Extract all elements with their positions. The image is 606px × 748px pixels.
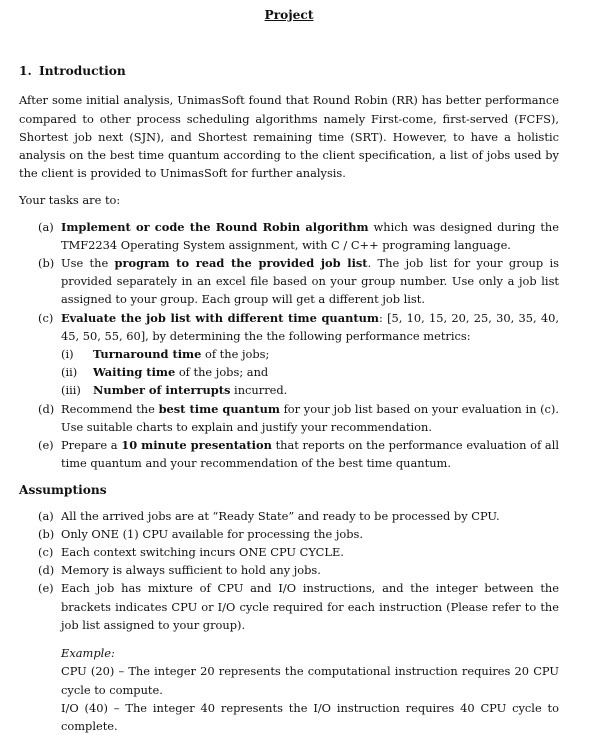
task-list [19, 218, 559, 473]
assumption-item-e [19, 579, 559, 634]
metric-emphasis: Waiting time [93, 365, 176, 380]
task-item-d [19, 400, 559, 436]
assumption-text: Memory is always sufficient to hold any jobs. [61, 563, 321, 578]
example-block [19, 644, 559, 735]
metric-emphasis: Turnaround time [93, 347, 202, 362]
metric-text: of the jobs; and [175, 365, 269, 380]
task-marker: (e) [38, 438, 54, 453]
assumption-marker: (e) [38, 581, 54, 596]
assumption-text: All the arrived jobs are at “Ready State” and ready to be processed by CPU. [61, 508, 500, 523]
metric-text: incurred. [230, 383, 288, 398]
assumption-item-c [19, 543, 559, 561]
task-text: that reports on the performance evaluation of all time quantum and your recommendation of the best time quantum. [61, 438, 560, 471]
task-text-pre: Prepare a [61, 438, 122, 453]
assumption-text: Each job has mixture of CPU and I/O instructions, and the integer between the brackets indicates CPU or I/O cycle required for each instruction (Please refer to the job list assigned to your group). [61, 581, 559, 632]
task-item-c [19, 309, 559, 400]
metric-emphasis: Number of interrupts [93, 383, 231, 398]
section-heading-introduction [19, 62, 559, 80]
task-emphasis: Evaluate the job list with different time quantum [61, 310, 379, 325]
section-number: 1. [19, 64, 32, 79]
metric-marker: (iii) [61, 383, 81, 398]
task-text: which was designed during the TMF2234 Operating System assignment, with C / C++ programing language. [61, 219, 559, 252]
metric-list [61, 345, 559, 400]
assumptions-heading: Assumptions [19, 483, 107, 498]
task-text-pre: Use the [61, 256, 115, 271]
example-heading: Example: [61, 646, 115, 661]
metric-marker: (ii) [61, 365, 78, 380]
task-text: for your job list based on your evaluation in (c). Use suitable charts to explain and justify your recommendation. [61, 401, 560, 434]
assumption-marker: (a) [38, 508, 54, 523]
task-marker: (c) [38, 310, 54, 325]
task-emphasis: Implement or code the Round Robin algorithm [61, 219, 369, 234]
metric-item-turnaround [61, 345, 559, 363]
task-text: . The job list for your group is provided separately in an excel file based on your group number. Use only a job list assigned to your group. Each group will get a different job list. [61, 256, 559, 307]
task-emphasis: 10 minute presentation [121, 438, 272, 453]
assumption-marker: (b) [38, 526, 55, 541]
assumption-item-d [19, 561, 559, 579]
tasks-intro: Your tasks are to: [19, 193, 121, 208]
assumption-marker: (c) [38, 545, 54, 560]
assumption-item-a [19, 507, 559, 525]
task-item-a [19, 218, 559, 254]
task-emphasis: program to read the provided job list [114, 256, 368, 271]
example-line-io: I/O (40) – The integer 40 represents the I/O instruction requires 40 CPU cycle to complete. [61, 700, 559, 733]
metric-item-waiting [61, 363, 559, 381]
task-marker: (b) [38, 256, 55, 271]
metric-text: of the jobs; [201, 347, 270, 362]
metric-marker: (i) [61, 347, 74, 362]
task-marker: (d) [38, 401, 55, 416]
assumption-marker: (d) [38, 563, 55, 578]
assumption-list [19, 507, 559, 634]
task-item-e [19, 436, 559, 472]
task-text: : [5, 10, 15, 20, 25, 30, 35, 40, 45, 50, 55, 60], by determining the the following performance metrics: [61, 310, 559, 343]
task-text-pre: Recommend the [61, 401, 159, 416]
metric-item-interrupts [61, 381, 559, 399]
task-emphasis: best time quantum [158, 401, 280, 416]
document-page [19, 6, 559, 735]
section-heading-text: Introduction [39, 64, 126, 79]
introduction-paragraph: After some initial analysis, UnimasSoft found that Round Robin (RR) has better performance compared to other process scheduling algorithms namely First-come, first-served (FCFS), Shortest job next (SJN), and Shortest remaining time (SRT). However, to have a holistic analysis on the best time quantum according to the client specification, a list of jobs used by the client is provided to UnimasSoft for further analysis. [19, 93, 559, 181]
task-item-b [19, 254, 559, 309]
task-marker: (a) [38, 219, 54, 234]
page-title: Project [264, 8, 314, 22]
assumption-text: Only ONE (1) CPU available for processing the jobs. [61, 526, 364, 541]
assumption-text: Each context switching incurs ONE CPU CYCLE. [61, 545, 344, 560]
assumption-item-b [19, 525, 559, 543]
example-line-cpu: CPU (20) – The integer 20 represents the computational instruction requires 20 CPU cycle to compute. [61, 664, 559, 697]
